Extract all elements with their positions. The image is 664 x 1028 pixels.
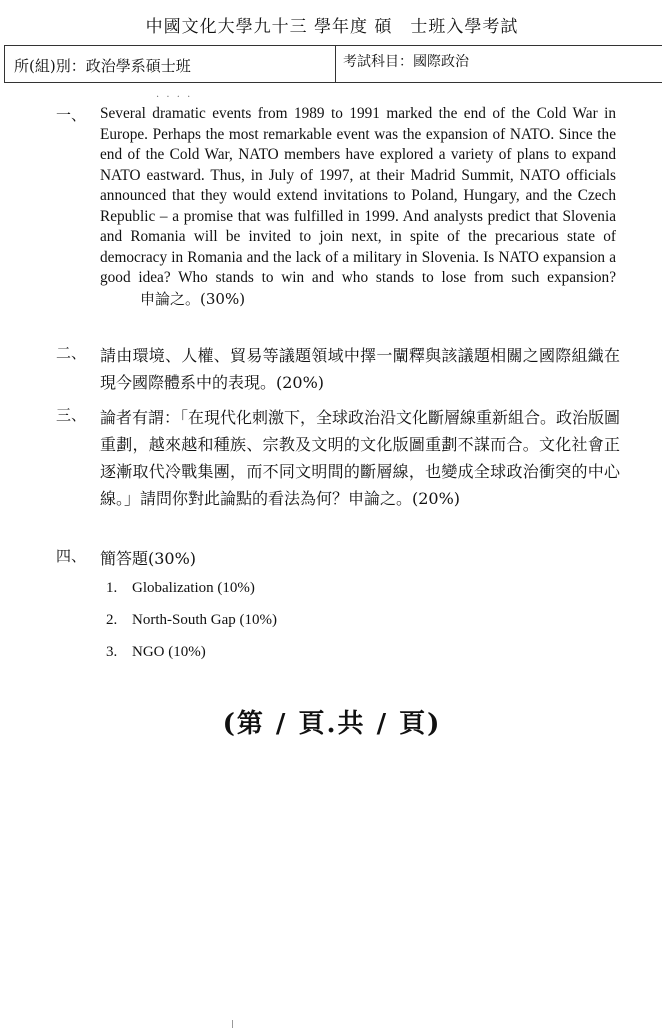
question-number: 三、 — [56, 406, 87, 424]
list-item-label: North-South Gap (10%) — [132, 612, 277, 628]
department — [14, 55, 191, 76]
question-number: 一、 — [56, 106, 87, 124]
list-item: 1. Globalization (10%) — [106, 580, 255, 596]
question-2-text: 請由環境、人權、貿易等議題領域中擇一闡釋與該議題相關之國際組織在現今國際體系中的表現。(20%) — [100, 346, 620, 392]
question-number: 二、 — [56, 344, 87, 362]
list-item-label: NGO (10%) — [132, 644, 206, 660]
short-answer-list — [106, 580, 277, 676]
question-4-text: 簡答題(30%) — [100, 549, 197, 568]
scan-mark — [232, 1020, 233, 1028]
subject-value: 國際政治 — [413, 54, 469, 70]
list-item: 2. North-South Gap (10%) — [106, 612, 277, 628]
question-3-text: 論者有謂：「在現代化刺激下，全球政治沿文化斷層線重新組合。政治版圖重劃，越來越和種族、宗教及文明的文化版圖重劃不謀而合。文化社會正逐漸取代冷戰集團，而不同文明間的斷層線，也變成全球政治衝突的中心線。」請問你對此論點的看法為何？申論之。(20%) — [100, 408, 621, 508]
subject-label: 考試科目： — [343, 54, 413, 70]
question-number: 四、 — [56, 547, 87, 565]
page-footer: (第 / 頁.共 / 頁) — [222, 709, 442, 739]
question-1-text: Several dramatic events from 1989 to 1991 marked the end of the Cold War in Europe. Perhaps the most remarkable event was the expansion of NATO. Since the end of the Cold War, NATO members have explored a variety of plans to expand NATO eastward. Thus, in July of 1997, at their Madrid Summit, NATO officials announced that they would extend invitations to Poland, Hungary, and the Czech Republic – a promise that was fulfilled in 1999. And analysts predict that Slovenia and Romania will be invited to join next, in spite of the precarious state of democracy in Romania and the lack of a military in Slovenia. Is NATO expansion a good idea? Who stands to win and who stands to lose from such expansion? — [100, 105, 616, 286]
list-item: 3. NGO (10%) — [106, 644, 206, 660]
exam-title: 中國文化大學九十三 學年度 碩 士班入學考試 — [145, 17, 519, 37]
header-divider — [335, 45, 336, 83]
list-item-label: Globalization (10%) — [132, 580, 255, 596]
question-1-score: 申論之。(30%) — [140, 289, 246, 308]
subject — [343, 51, 469, 71]
question-text — [100, 104, 616, 310]
department-label: 所(組)別： — [14, 57, 86, 75]
department-value: 政治學系碩士班 — [85, 57, 191, 75]
scan-dots: · · · · — [156, 92, 193, 103]
